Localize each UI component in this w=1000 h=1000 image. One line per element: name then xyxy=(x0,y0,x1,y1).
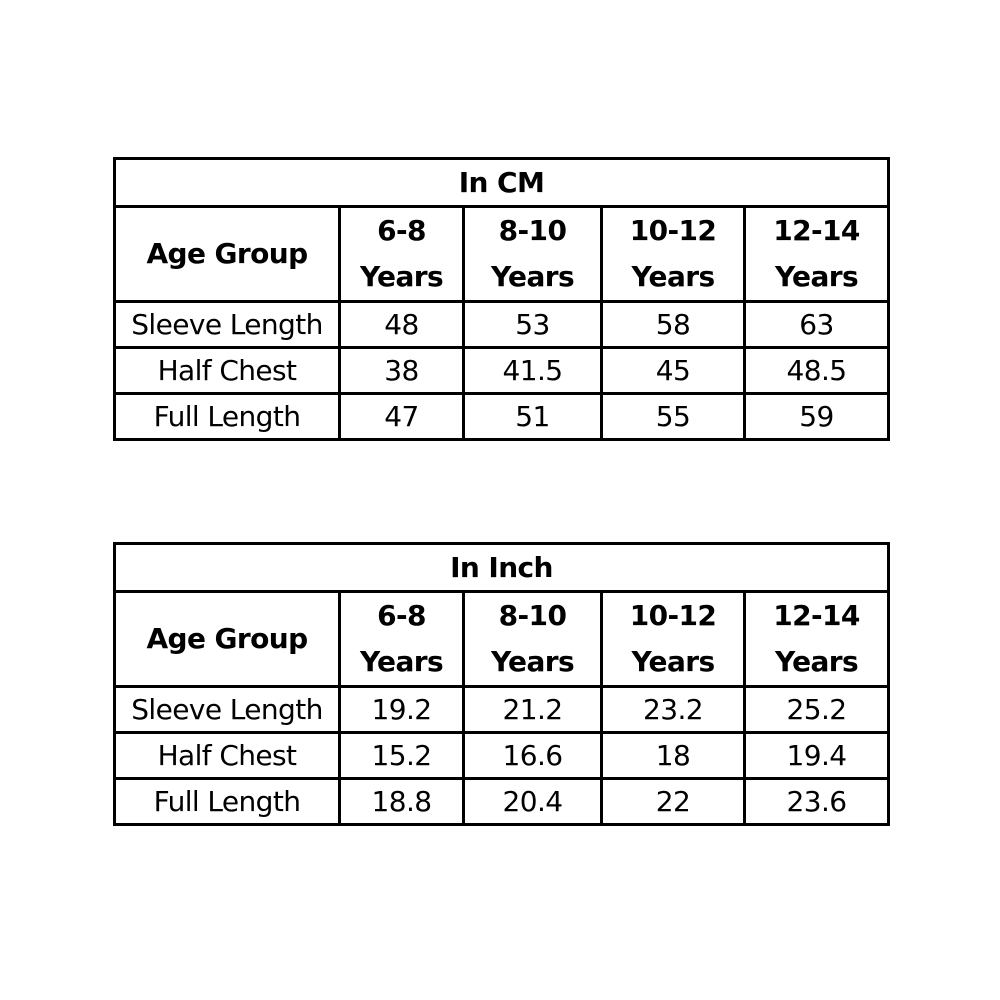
table-cell: 59 xyxy=(745,394,889,440)
column-header xyxy=(602,592,745,687)
table-title-row xyxy=(115,544,889,592)
column-header xyxy=(745,207,889,302)
age-group-header: Age Group xyxy=(115,207,340,302)
column-header xyxy=(340,207,464,302)
row-label: Sleeve Length xyxy=(115,302,340,348)
table-cell: 20.4 xyxy=(464,779,602,825)
size-table-inch xyxy=(113,542,890,826)
table-cell: 55 xyxy=(602,394,745,440)
table-cell: 19.2 xyxy=(340,687,464,733)
row-label: Half Chest xyxy=(115,733,340,779)
table-cell: 48 xyxy=(340,302,464,348)
table-cell: 48.5 xyxy=(745,348,889,394)
table-title-row xyxy=(115,159,889,207)
table-cell: 19.4 xyxy=(745,733,889,779)
table-row xyxy=(115,302,889,348)
table-cell: 16.6 xyxy=(464,733,602,779)
table-header-row xyxy=(115,207,889,302)
table-cell: 63 xyxy=(745,302,889,348)
table-cell: 18 xyxy=(602,733,745,779)
table-title: In Inch xyxy=(115,544,889,592)
table-row xyxy=(115,687,889,733)
column-header-range: 6-8 xyxy=(377,599,426,632)
row-label: Sleeve Length xyxy=(115,687,340,733)
table-cell: 51 xyxy=(464,394,602,440)
column-header-unit: Years xyxy=(631,260,715,293)
column-header xyxy=(602,207,745,302)
column-header-unit: Years xyxy=(631,645,715,678)
column-header-range: 10-12 xyxy=(629,599,717,632)
column-header xyxy=(464,207,602,302)
column-header-unit: Years xyxy=(359,645,444,678)
column-header-range: 6-8 xyxy=(377,214,426,247)
table-cell: 18.8 xyxy=(340,779,464,825)
table-cell: 45 xyxy=(602,348,745,394)
column-header-unit: Years xyxy=(490,260,575,293)
column-header-range: 10-12 xyxy=(629,214,717,247)
column-header-unit: Years xyxy=(490,645,575,678)
row-label: Full Length xyxy=(115,394,340,440)
column-header-range: 12-14 xyxy=(773,599,860,632)
table-cell: 47 xyxy=(340,394,464,440)
age-group-header: Age Group xyxy=(115,592,340,687)
column-header-unit: Years xyxy=(774,645,859,678)
table-cell: 23.6 xyxy=(745,779,889,825)
column-header-unit: Years xyxy=(359,260,444,293)
table-cell: 58 xyxy=(602,302,745,348)
table-cell: 25.2 xyxy=(745,687,889,733)
table-row xyxy=(115,779,889,825)
column-header-range: 12-14 xyxy=(773,214,860,247)
table-cell: 53 xyxy=(464,302,602,348)
table-cell: 23.2 xyxy=(602,687,745,733)
table-header-row xyxy=(115,592,889,687)
table-cell: 22 xyxy=(602,779,745,825)
table-cell: 15.2 xyxy=(340,733,464,779)
table-row xyxy=(115,394,889,440)
row-label: Half Chest xyxy=(115,348,340,394)
column-header xyxy=(340,592,464,687)
table-row xyxy=(115,348,889,394)
column-header xyxy=(464,592,602,687)
table-cell: 38 xyxy=(340,348,464,394)
column-header-unit: Years xyxy=(774,260,859,293)
column-header-range: 8-10 xyxy=(498,214,567,247)
table-title: In CM xyxy=(115,159,889,207)
column-header xyxy=(745,592,889,687)
column-header-range: 8-10 xyxy=(498,599,567,632)
row-label: Full Length xyxy=(115,779,340,825)
table-cell: 21.2 xyxy=(464,687,602,733)
size-table-cm xyxy=(113,157,890,441)
table-cell: 41.5 xyxy=(464,348,602,394)
table-row xyxy=(115,733,889,779)
